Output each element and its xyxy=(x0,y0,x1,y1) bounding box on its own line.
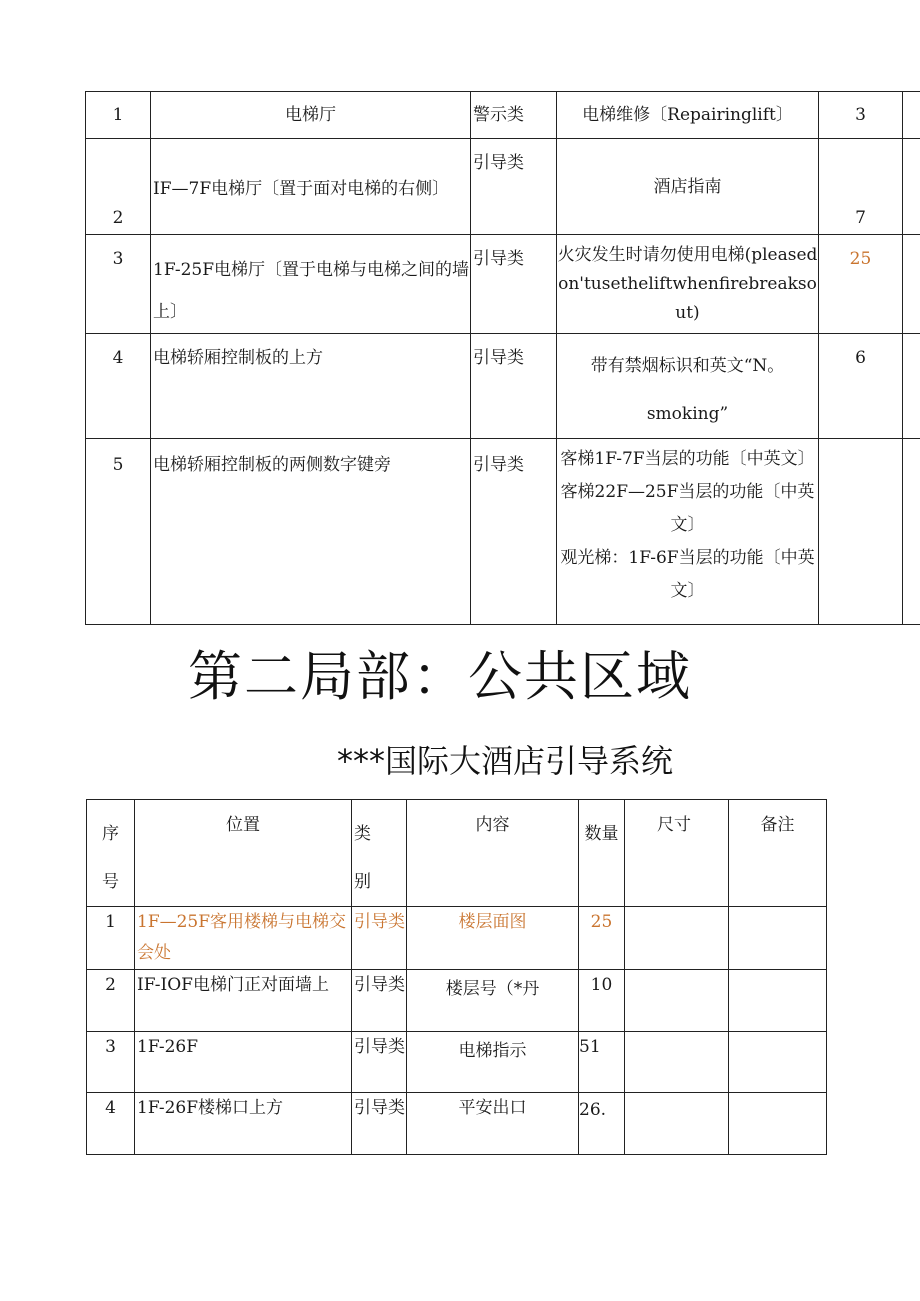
row-position: 电梯轿厢控制板的上方 xyxy=(151,334,471,439)
row-note xyxy=(729,1032,827,1093)
row-position: 电梯轿厢控制板的两侧数字键旁 xyxy=(151,439,471,625)
table-row xyxy=(86,139,920,235)
section-title: 第二局部：公共区域 xyxy=(188,645,692,708)
row-number: 2 xyxy=(87,970,135,1032)
row-extra xyxy=(903,235,920,334)
row-content: 电梯维修〔Repairinglift〕 xyxy=(557,92,819,139)
table-row xyxy=(87,907,827,970)
document-title: ***国际大酒店引导系统 xyxy=(336,742,673,780)
row-category: 警示类 xyxy=(471,92,557,139)
row-content: 楼层面图 xyxy=(407,907,579,970)
row-category: 引导类 xyxy=(471,334,557,439)
row-size xyxy=(625,1032,729,1093)
row-note xyxy=(729,907,827,970)
row-size xyxy=(625,1093,729,1155)
row-count: 25 xyxy=(579,907,625,970)
row-category: 引导类 xyxy=(471,235,557,334)
row-content: 电梯指示 xyxy=(407,1032,579,1093)
table-row xyxy=(87,1093,827,1155)
row-category: 引导类 xyxy=(471,439,557,625)
row-extra xyxy=(903,92,920,139)
table-row xyxy=(86,334,920,439)
row-content: 带有禁烟标识和英文“N。smoking” xyxy=(557,334,819,439)
row-category: 引导类 xyxy=(352,1093,407,1155)
table-row xyxy=(86,235,920,334)
header-position: 位置 xyxy=(135,800,352,907)
row-note xyxy=(729,1093,827,1155)
row-position: 电梯厅 xyxy=(151,92,471,139)
row-number: 1 xyxy=(87,907,135,970)
header-size: 尺寸 xyxy=(625,800,729,907)
row-size xyxy=(625,907,729,970)
row-content xyxy=(557,439,819,625)
row-position: 1F—25F客用楼梯与电梯交会处 xyxy=(135,907,352,970)
content-line: 观光梯：1F-6F当层的功能〔中英文〕 xyxy=(560,548,815,601)
row-number: 4 xyxy=(86,334,151,439)
row-content: 火灾发生时请勿使用电梯(pleasedon'tusetheliftwhenfirebreaksout) xyxy=(557,235,819,334)
row-number: 5 xyxy=(86,439,151,625)
content-line: 客梯1F-7F当层的功能〔中英文〕 xyxy=(560,449,815,469)
row-number: 1 xyxy=(86,92,151,139)
row-count: 26. xyxy=(579,1093,625,1155)
row-number: 4 xyxy=(87,1093,135,1155)
row-size xyxy=(625,970,729,1032)
content-line: 客梯22F—25F当层的功能〔中英文〕 xyxy=(560,482,815,535)
row-category: 引导类 xyxy=(471,139,557,235)
row-extra xyxy=(903,139,920,235)
header-content: 内容 xyxy=(407,800,579,907)
header-no: 序号 xyxy=(87,800,135,907)
row-number: 3 xyxy=(87,1032,135,1093)
row-content: 酒店指南 xyxy=(557,139,819,235)
row-note xyxy=(729,970,827,1032)
row-content: 楼层号（*丹 xyxy=(407,970,579,1032)
row-number: 2 xyxy=(86,139,151,235)
row-position: IF—7F电梯厅〔置于面对电梯的右侧〕 xyxy=(151,139,471,235)
row-number: 3 xyxy=(86,235,151,334)
row-count: 10 xyxy=(579,970,625,1032)
row-count xyxy=(819,439,903,625)
signage-table-top xyxy=(85,91,920,625)
row-count: 3 xyxy=(819,92,903,139)
header-count: 数量 xyxy=(579,800,625,907)
signage-table-bottom xyxy=(86,799,827,1155)
row-category: 引导类 xyxy=(352,907,407,970)
row-category: 引导类 xyxy=(352,1032,407,1093)
row-count: 51 xyxy=(579,1032,625,1093)
table-row xyxy=(86,92,920,139)
row-position: 1F-26F xyxy=(135,1032,352,1093)
header-note: 备注 xyxy=(729,800,827,907)
row-count: 7 xyxy=(819,139,903,235)
row-extra xyxy=(903,439,920,625)
table-header-row xyxy=(87,800,827,907)
row-content: 平安出口 xyxy=(407,1093,579,1155)
table-row xyxy=(86,439,920,625)
header-category: 类别 xyxy=(352,800,407,907)
table-row xyxy=(87,970,827,1032)
row-extra xyxy=(903,334,920,439)
table-row xyxy=(87,1032,827,1093)
row-count: 25 xyxy=(819,235,903,334)
row-position: 1F-26F楼梯口上方 xyxy=(135,1093,352,1155)
row-position: 1F-25F电梯厅〔置于电梯与电梯之间的墙上〕 xyxy=(151,235,471,334)
row-category: 引导类 xyxy=(352,970,407,1032)
row-count: 6 xyxy=(819,334,903,439)
row-position: IF-IOF电梯门正对面墙上 xyxy=(135,970,352,1032)
